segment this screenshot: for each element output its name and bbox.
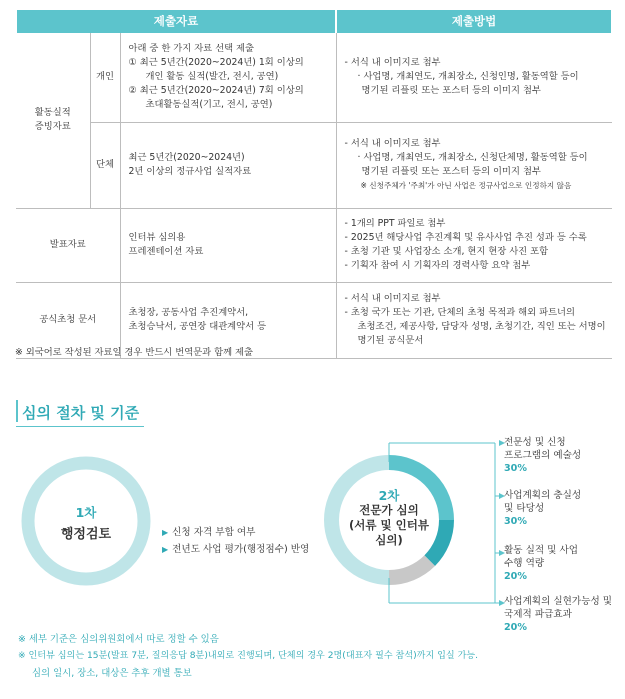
section-title: 심의 절차 및 기준	[22, 404, 140, 422]
group-method: - 서식 내 이미지로 첨부 · 사업명, 개최연도, 개최장소, 신청단체명, 활동역할 등이 명기된 리플릿 또는 포스터 등의 이미지 첨부 ※ 신청주체가 '주최'가 아닌 사업은 정규사업으로 인정하지 않음	[336, 122, 612, 208]
criterion-weight: 20%	[504, 571, 527, 582]
criterion-1: 전문성 및 신청 프로그램의 예술성 30%	[504, 437, 582, 474]
activity-category: 활동실적 증빙자료	[16, 32, 90, 208]
note-1: ※ 세부 기준은 심의위원회에서 따로 정할 수 있음	[18, 634, 219, 645]
step1-bullet-1: ▶ 신청 자격 부합 여부	[162, 527, 256, 538]
header-material: 제출자료	[16, 10, 336, 32]
criterion-weight: 30%	[504, 463, 527, 474]
header-method: 제출방법	[336, 10, 612, 32]
triangle-icon: ▶	[162, 545, 169, 554]
note-2: ※ 인터뷰 심의는 15분(발표 7분, 질의응답 8분)내외로 진행되며, 단체의 경우 2명(대표자 필수 참석)까지 입실 가능.	[18, 651, 479, 661]
step1-bullet-2: ▶ 전년도 사업 평가(행정점수) 반영	[162, 544, 310, 555]
individual-label: 개인	[90, 32, 120, 122]
presentation-material: 인터뷰 심의용 프레젠테이션 자료	[120, 208, 336, 282]
criterion-weight: 20%	[504, 622, 527, 633]
step2-name-line-3: 심의)	[375, 533, 403, 547]
group-material: 최근 5년간(2020~2024년) 2년 이상의 정규사업 실적자료	[120, 122, 336, 208]
criterion-3: 활동 실적 및 사업 수행 역량 20%	[504, 545, 579, 582]
group-label: 단체	[90, 122, 120, 208]
note-3: 심의 일시, 장소, 대상은 추후 개별 통보	[32, 668, 192, 679]
invitation-category: 공식초청 문서	[16, 282, 120, 358]
invitation-method: - 서식 내 이미지로 첨부 - 초청 국가 또는 기관, 단체의 초청 목적과 해외 파트너의 초청조건, 제공사항, 담당자 성명, 초청기간, 직인 또는 서명이 명기된 공식문서	[336, 282, 612, 358]
step2-name-line-1: 전문가 심의	[359, 503, 419, 517]
individual-method: - 서식 내 이미지로 첨부 · 사업명, 개최연도, 개최장소, 신청인명, 활동역할 등이 명기된 리플릿 또는 포스터 등의 이미지 첨부	[336, 32, 612, 122]
presentation-method: - 1개의 PPT 파일로 첨부 - 2025년 해당사업 추진계획 및 유사사업 추진 성과 등 수록 - 초청 기관 및 사업장소 소개, 현지 현장 사진 포함 - 기획자 참여 시 기획자의 경력사항 요약 첨부	[336, 208, 612, 282]
step1-label	[36, 503, 136, 542]
group-note: ※ 신청주체가 '주최'가 아닌 사업은 정규사업으로 인정하지 않음	[360, 181, 572, 190]
invitation-material: 초청장, 공동사업 추진계약서, 초청승낙서, 공연장 대관계약서 등	[120, 282, 336, 358]
criterion-weight: 30%	[504, 516, 527, 527]
presentation-category: 발표자료	[16, 208, 120, 282]
step1-number: 1차	[75, 505, 97, 520]
step2-ring-segment-3	[389, 561, 430, 578]
step2-name-line-2: (서류 및 인터뷰	[349, 518, 429, 532]
criterion-4: 사업계획의 실현가능성 및 국제적 파급효과 20%	[504, 596, 613, 633]
step1-name: 행정검토	[60, 527, 112, 542]
table-footnote: ※ 외국어로 작성된 자료일 경우 반드시 번역문과 함께 제출	[15, 347, 253, 358]
step2-label	[334, 488, 444, 548]
individual-material: 아래 중 한 가지 자료 선택 제출 ① 최근 5년간(2020~2024년) 1회 이상의 개인 활동 실적(발간, 전시, 공연) ② 최근 5년간(2020~2024년) 7회 이상의 초대활동실적(기고, 전시, 공연)	[120, 32, 336, 122]
triangle-icon: ▶	[162, 528, 169, 537]
criterion-2: 사업계획의 충실성 및 타당성 30%	[504, 490, 582, 527]
step2-number: 2차	[378, 488, 400, 503]
